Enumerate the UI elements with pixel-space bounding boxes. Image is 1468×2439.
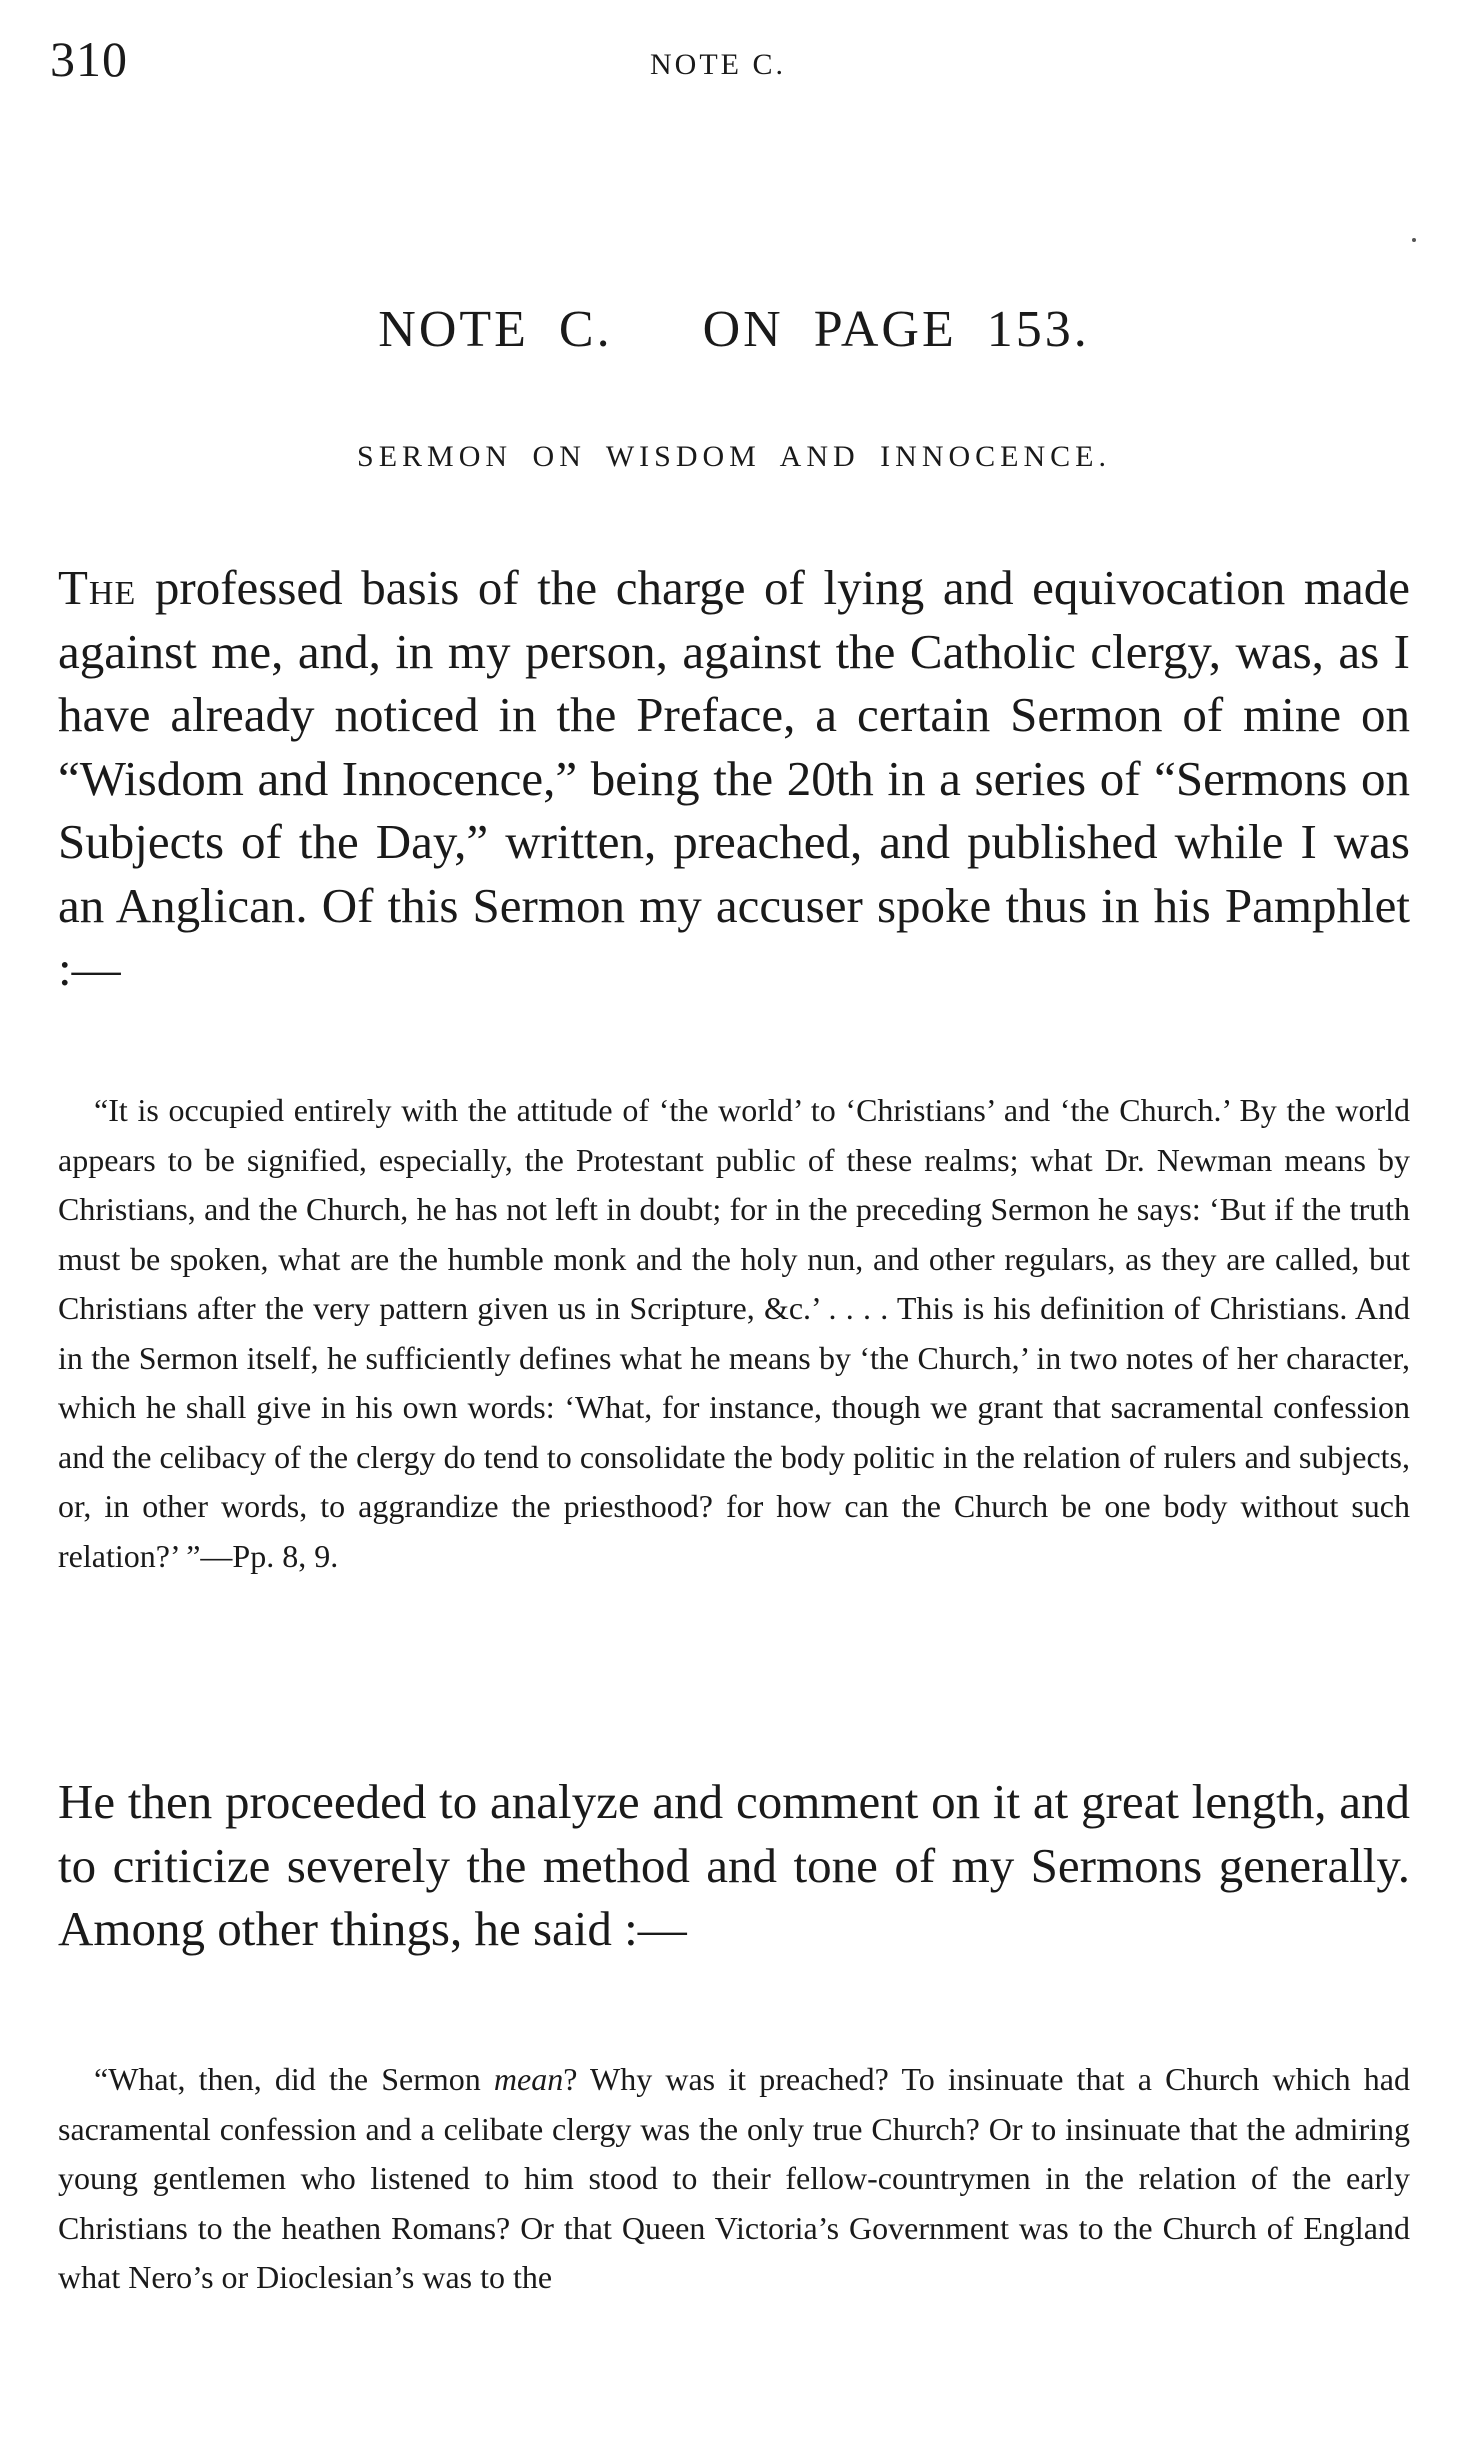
running-title: NOTE C.: [650, 48, 786, 81]
first-word: The: [58, 560, 137, 615]
quote-2-italic: mean: [493, 2061, 564, 2097]
block-quote-1: “It is occupied entirely with the attitude of ‘the world’ to ‘Christians’ and ‘the Church.’ By the world appears to be signified, especially, the Protestant public of these realms; what Dr. Newman means by Christians, and the Church, he has not left in doubt; for in the preceding Sermon he says: ‘But if the truth must be spoken, what are the humble monk and the holy nun, and other regulars, as they are called, but Christians after the very pattern given us in Scripture, &c.’ . . . . This is his definition of Christians. And in the Sermon itself, he sufficiently defines what he means by ‘the Church,’ in two notes of her character, which he shall give in his own words: ‘What, for instance, though we grant that sacramental confession and the celibacy of the clergy do tend to consolidate the body politic in the relation of rulers and subjects, or, in other words, to aggrandize the priesthood? for how can the Church be one body without such relation?’ ”—Pp. 8, 9.: [58, 1092, 1410, 1574]
body-paragraph-1: [58, 556, 1410, 1001]
running-head: [50, 30, 1410, 90]
page-number: 310: [50, 31, 128, 87]
body-paragraph-2: He then proceeded to analyze and comment on it at great length, and to criticize severely the method and tone of my Sermons generally. Among other things, he said :—: [58, 1774, 1410, 1956]
note-title: [0, 300, 1468, 359]
quote-2-start: “What, then, did the Sermon: [94, 2061, 494, 2097]
block-quote-2: [58, 2055, 1410, 2303]
quote-2-rest: ? Why was it preached? To insinuate that a Church which had sacramental confession and a celibate clergy was the only true Church? Or to insinuate that the admiring young gentlemen who listened to him stood to their fellow-countrymen in the relation of the early Christians to the heathen Romans? Or that Queen Victoria’s Government was to the Church of England what Nero’s or Dioclesian’s was to the: [58, 2061, 1411, 2295]
print-speck: [1412, 238, 1416, 242]
paragraph-1-text: professed basis of the charge of lying and equivocation made against me, and, in my person, against the Catholic clergy, was, as I have already noticed in the Preface, a certain Sermon of mine on “Wisdom and Innocence,” being the 20th in a series of “Sermons on Subjects of the Day,” written, preached, and published while I was an Anglican. Of this Sermon my accuser spoke thus in his Pamphlet :—: [58, 560, 1410, 996]
note-title-text: NOTE C. ON PAGE 153.: [378, 301, 1090, 358]
note-subtitle: SERMON ON WISDOM AND INNOCENCE.: [357, 440, 1111, 473]
